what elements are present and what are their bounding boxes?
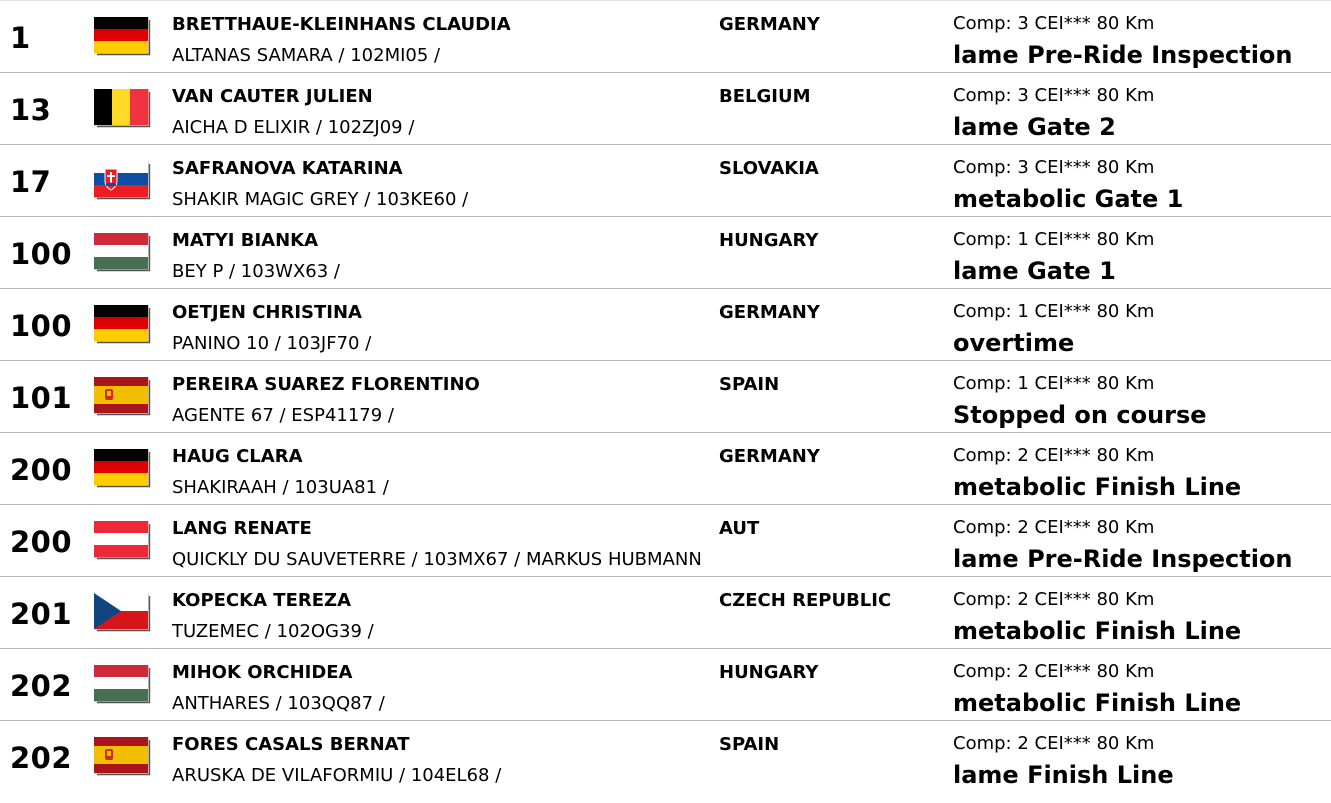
at-flag-icon xyxy=(94,521,151,560)
rider-name: SAFRANOVA KATARINA xyxy=(172,158,403,179)
country-name: HUNGARY xyxy=(719,662,819,683)
horse-info: ANTHARES / 103QQ87 / xyxy=(172,693,385,714)
list-item xyxy=(0,216,1331,288)
bib-number: 101 xyxy=(10,381,73,415)
competition-info: Comp: 2 CEI*** 80 Km xyxy=(953,661,1155,682)
horse-info: ALTANAS SAMARA / 102MI05 / xyxy=(172,45,441,66)
competition-info: Comp: 2 CEI*** 80 Km xyxy=(953,445,1155,466)
country-name: GERMANY xyxy=(719,446,820,467)
bib-number: 200 xyxy=(10,525,73,559)
country-name: SPAIN xyxy=(719,374,780,395)
competition-info: Comp: 1 CEI*** 80 Km xyxy=(953,229,1155,250)
country-name: SLOVAKIA xyxy=(719,158,819,179)
bib-number: 17 xyxy=(10,165,52,199)
horse-info: SHAKIR MAGIC GREY / 103KE60 / xyxy=(172,189,469,210)
horse-info: AICHA D ELIXIR / 102ZJ09 / xyxy=(172,117,415,138)
bib-number: 202 xyxy=(10,741,73,775)
country-name: HUNGARY xyxy=(719,230,819,251)
rider-name: VAN CAUTER JULIEN xyxy=(172,86,373,107)
list-item xyxy=(0,0,1331,72)
list-item xyxy=(0,576,1331,648)
competition-info: Comp: 3 CEI*** 80 Km xyxy=(953,157,1155,178)
list-item xyxy=(0,648,1331,720)
list-item xyxy=(0,720,1331,792)
rider-name: OETJEN CHRISTINA xyxy=(172,302,362,323)
bib-number: 1 xyxy=(10,21,31,55)
be-flag-icon xyxy=(94,89,151,128)
competition-info: Comp: 3 CEI*** 80 Km xyxy=(953,13,1155,34)
horse-info: SHAKIRAAH / 103UA81 / xyxy=(172,477,389,498)
competition-info: Comp: 3 CEI*** 80 Km xyxy=(953,85,1155,106)
country-name: AUT xyxy=(719,518,760,539)
rider-name: PEREIRA SUAREZ FLORENTINO xyxy=(172,374,480,395)
competition-info: Comp: 1 CEI*** 80 Km xyxy=(953,301,1155,322)
de-flag-icon xyxy=(94,449,151,488)
country-name: CZECH REPUBLIC xyxy=(719,590,892,611)
rider-name: HAUG CLARA xyxy=(172,446,303,467)
list-item xyxy=(0,144,1331,216)
sk-flag-icon xyxy=(94,161,151,200)
horse-info: PANINO 10 / 103JF70 / xyxy=(172,333,372,354)
list-item xyxy=(0,288,1331,360)
elimination-status: lame Gate 1 xyxy=(953,257,1116,285)
list-item xyxy=(0,360,1331,432)
de-flag-icon xyxy=(94,17,151,56)
bib-number: 100 xyxy=(10,237,73,271)
elimination-status: lame Pre-Ride Inspection xyxy=(953,41,1293,69)
bib-number: 201 xyxy=(10,597,73,631)
hu-flag-icon xyxy=(94,665,151,704)
competition-info: Comp: 2 CEI*** 80 Km xyxy=(953,517,1155,538)
competition-info: Comp: 2 CEI*** 80 Km xyxy=(953,733,1155,754)
rider-name: MIHOK ORCHIDEA xyxy=(172,662,353,683)
horse-info: AGENTE 67 / ESP41179 / xyxy=(172,405,394,426)
elimination-status: lame Pre-Ride Inspection xyxy=(953,545,1293,573)
country-name: SPAIN xyxy=(719,734,780,755)
competition-info: Comp: 1 CEI*** 80 Km xyxy=(953,373,1155,394)
list-item xyxy=(0,432,1331,504)
elimination-status: metabolic Finish Line xyxy=(953,473,1242,501)
rider-name: MATYI BIANKA xyxy=(172,230,319,251)
bib-number: 200 xyxy=(10,453,73,487)
horse-info: ARUSKA DE VILAFORMIU / 104EL68 / xyxy=(172,765,502,786)
horse-info: QUICKLY DU SAUVETERRE / 103MX67 / MARKUS HUBMANN xyxy=(172,549,702,570)
de-flag-icon xyxy=(94,305,151,344)
country-name: BELGIUM xyxy=(719,86,811,107)
competition-info: Comp: 2 CEI*** 80 Km xyxy=(953,589,1155,610)
horse-info: TUZEMEC / 102OG39 / xyxy=(172,621,374,642)
hu-flag-icon xyxy=(94,233,151,272)
list-item xyxy=(0,504,1331,576)
country-name: GERMANY xyxy=(719,302,820,323)
elimination-status: Stopped on course xyxy=(953,401,1207,429)
horse-info: BEY P / 103WX63 / xyxy=(172,261,340,282)
bib-number: 100 xyxy=(10,309,73,343)
es-flag-icon xyxy=(94,737,151,776)
elimination-status: metabolic Finish Line xyxy=(953,617,1242,645)
list-item xyxy=(0,72,1331,144)
elimination-status: lame Finish Line xyxy=(953,761,1174,789)
rider-name: FORES CASALS BERNAT xyxy=(172,734,410,755)
cz-flag-icon xyxy=(94,593,151,632)
rider-name: LANG RENATE xyxy=(172,518,312,539)
elimination-status: overtime xyxy=(953,329,1075,357)
rider-name: BRETTHAUE-KLEINHANS CLAUDIA xyxy=(172,14,511,35)
elimination-status: metabolic Finish Line xyxy=(953,689,1242,717)
es-flag-icon xyxy=(94,377,151,416)
elimination-status: lame Gate 2 xyxy=(953,113,1116,141)
bib-number: 13 xyxy=(10,93,52,127)
rider-name: KOPECKA TEREZA xyxy=(172,590,351,611)
elimination-status: metabolic Gate 1 xyxy=(953,185,1184,213)
bib-number: 202 xyxy=(10,669,73,703)
country-name: GERMANY xyxy=(719,14,820,35)
